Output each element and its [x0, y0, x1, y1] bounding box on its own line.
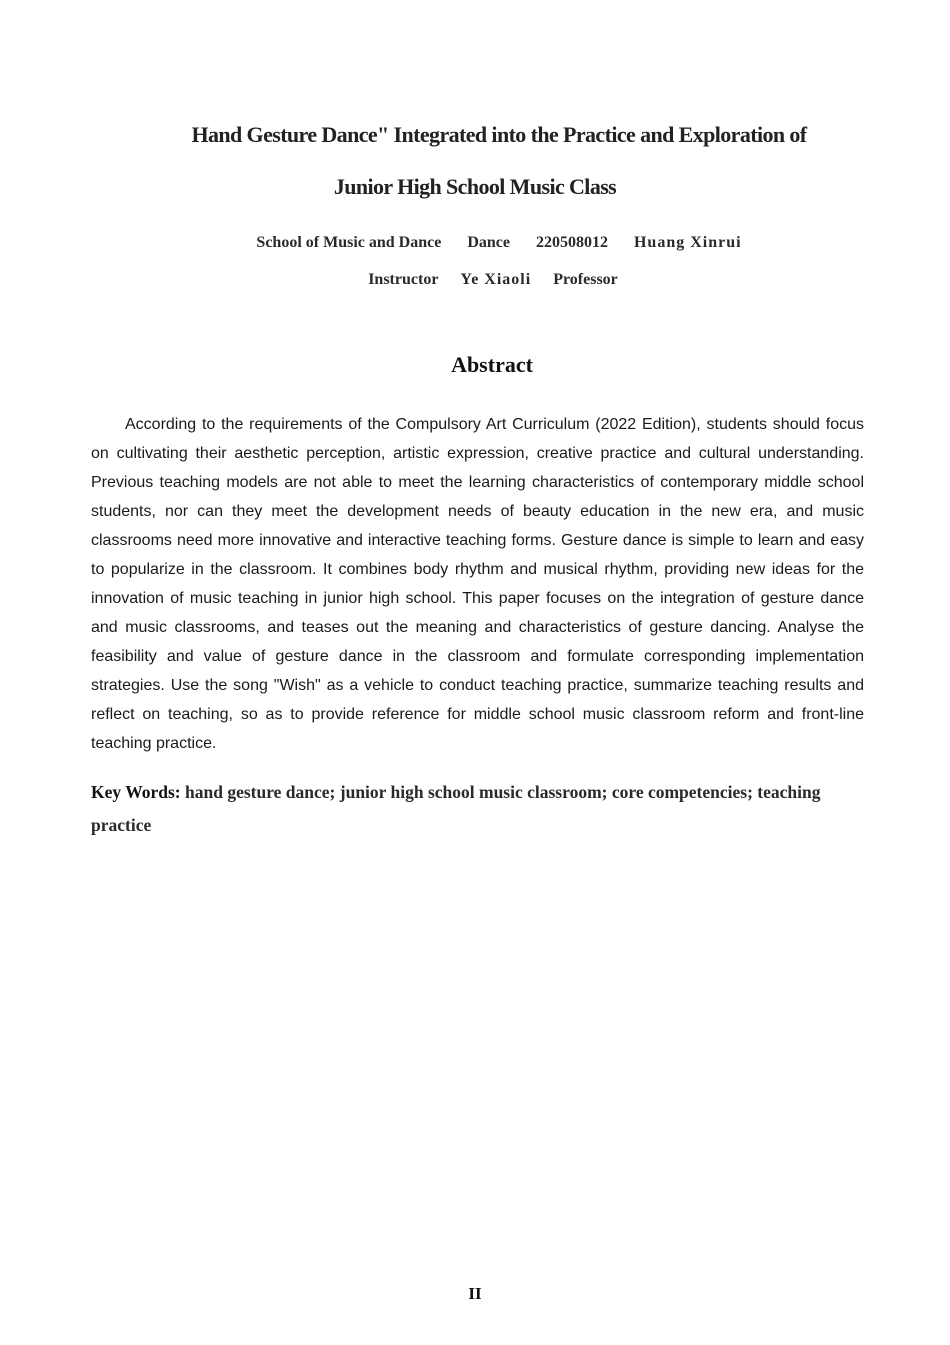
keywords-label: Key Words:	[91, 782, 181, 802]
paper-title-line-2: Junior High School Music Class	[333, 174, 617, 199]
instructor-line	[18, 271, 950, 289]
keywords-text: hand gesture dance; junior high school music classroom; core competencies; teaching practice	[91, 782, 821, 835]
keywords	[91, 776, 851, 842]
instructor-name: Ye Xiaoli	[460, 271, 532, 288]
author-line	[24, 234, 950, 252]
page-number: II	[468, 1284, 482, 1303]
student-name: Huang Xinrui	[633, 234, 742, 251]
major-name: Dance	[467, 234, 510, 251]
school-name: School of Music and Dance	[256, 234, 442, 251]
abstract-body: According to the requirements of the Compulsory Art Curriculum (2022 Edition), students should focus on cultivating their aesthetic perception, artistic expression, creative practice and cultural understanding. Previous teaching models are not able to meet the learning characteristics of contemporary middle school students, nor can they meet the development needs of beauty education in the new era, and music classrooms need more innovative and interactive teaching forms. Gesture dance is simple to learn and easy to popularize in the classroom. It combines body rhythm and musical rhythm, providing new ideas for the innovation of music teaching in junior high school. This paper focuses on the integration of gesture dance and music classrooms, and teases out the meaning and characteristics of gesture dancing. Analyse the feasibility and value of gesture dance in the classroom and formulate corresponding implementation strategies. Use the song "Wish" as a vehicle to conduct teaching practice, summarize teaching results and reflect on teaching, so as to provide reference for middle school music classroom reform and front-line teaching practice.	[91, 416, 864, 752]
instructor-rank: Professor	[553, 271, 618, 288]
paper-title-line-1: Hand Gesture Dance" Integrated into the Practice and Exploration of	[191, 122, 807, 147]
abstract-heading: Abstract	[451, 352, 533, 377]
student-id: 220508012	[535, 234, 608, 251]
instructor-label: Instructor	[368, 271, 439, 288]
